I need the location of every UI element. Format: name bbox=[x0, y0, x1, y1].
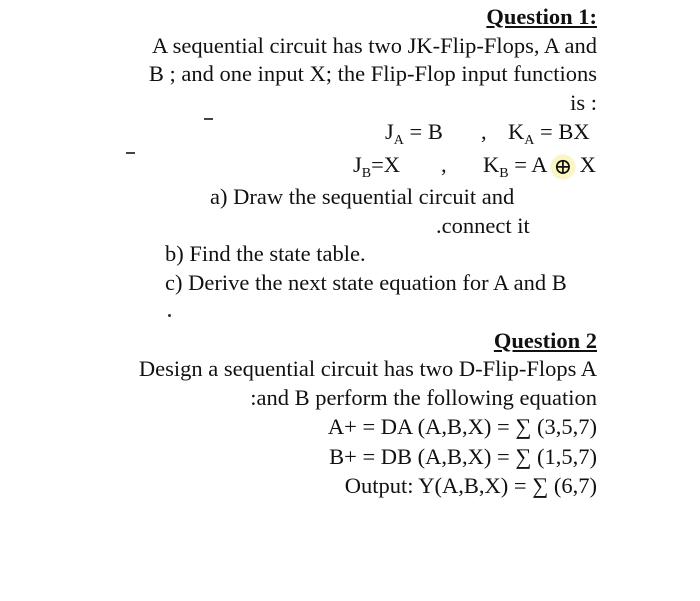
part-c: c) Derive the next state equation for A and B bbox=[165, 270, 567, 295]
stray-dash-mark bbox=[126, 152, 135, 154]
question-1-line-1: A sequential circuit has two JK-Flip-Flops, A and bbox=[152, 33, 597, 58]
question-1-line-2: B ; and one input X; the Flip-Flop input functions bbox=[148, 61, 597, 86]
stray-dash-mark bbox=[204, 118, 213, 120]
question-2-equation-output: Output: Y(A,B,X) = ∑ (6,7) bbox=[344, 473, 597, 498]
part-b: b) Find the state table. bbox=[165, 241, 366, 266]
equation-separator: , bbox=[441, 152, 447, 177]
part-a-line-1: a) Draw the sequential circuit and bbox=[210, 184, 515, 209]
question-2-line-1: Design a sequential circuit has two D-Flip-Flops A bbox=[138, 356, 597, 381]
question-2-equation-a: A+ = DA (A,B,X) = ∑ (3,5,7) bbox=[327, 414, 597, 439]
question-1-title: Question 1: bbox=[486, 4, 597, 29]
question-2-equation-b: B+ = DB (A,B,X) = ∑ (1,5,7) bbox=[329, 444, 597, 469]
equation-separator: , bbox=[481, 119, 487, 144]
stray-dot-mark bbox=[168, 314, 171, 317]
xor-symbol: ⊕ bbox=[553, 154, 573, 179]
equation-ja: $J_A = B$ bbox=[385, 119, 443, 148]
equation-ka: $K_A$ = BX bbox=[508, 119, 590, 148]
question-2-title: Question 2 bbox=[493, 328, 597, 353]
equation-jb: $J_B=X$ bbox=[353, 152, 401, 181]
part-a-line-2: .connect it bbox=[436, 213, 530, 238]
equation-kb: $K_B = A$ ⊕ X bbox=[483, 152, 596, 181]
question-1-line-3: is : bbox=[570, 90, 597, 115]
question-2-line-2: :and B perform the following equation bbox=[250, 385, 597, 410]
